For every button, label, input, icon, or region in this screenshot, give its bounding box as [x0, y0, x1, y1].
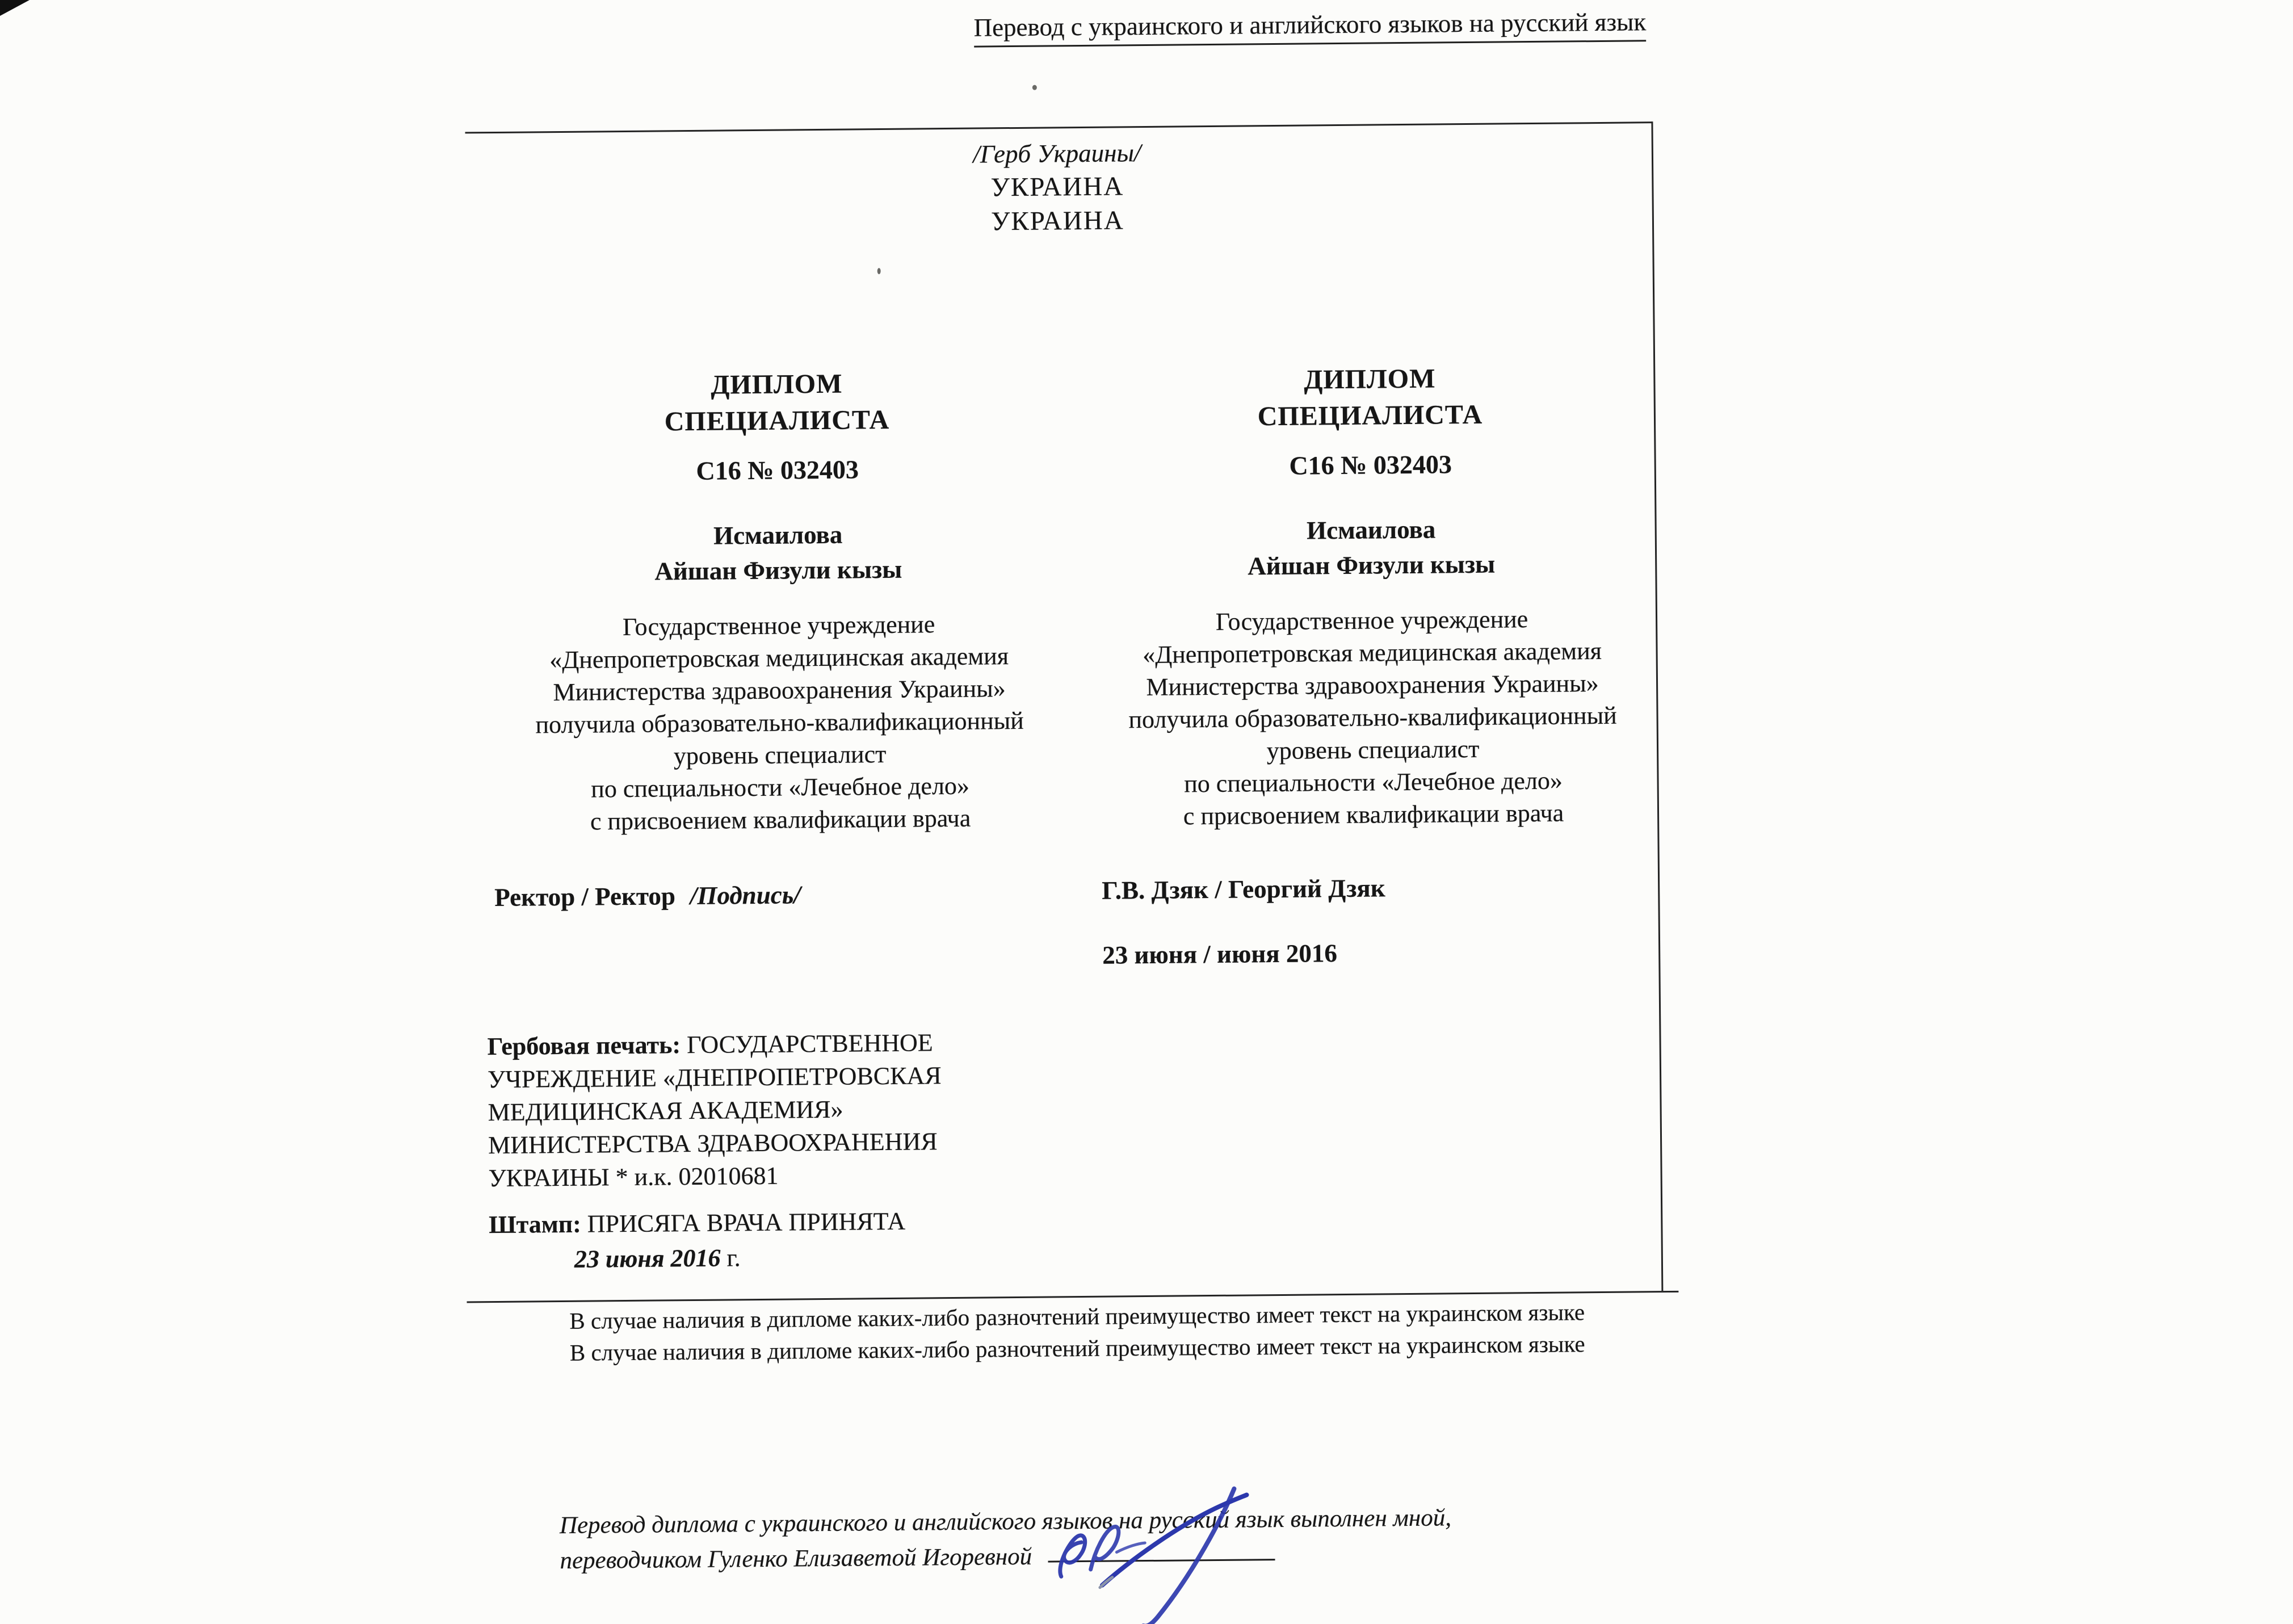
body-line: «Днепропетровская медицинская академия — [549, 642, 1009, 674]
disclaimer-line: В случае наличия в дипломе каких-либо разночтений преимущество имеет текст на украинском языке — [569, 1331, 1585, 1366]
body-line: Министерства здравоохранения Украины» — [1146, 669, 1599, 701]
scan-speck — [877, 268, 881, 274]
emblem-note: /Герб Украины/ — [973, 139, 1141, 169]
seal-line: МЕДИЦИНСКАЯ АКАДЕМИЯ» — [488, 1095, 843, 1127]
diploma-column-right — [1097, 359, 1647, 971]
diploma-title-line: ДИПЛОМ — [1304, 363, 1436, 395]
translator-line: переводчиком Гуленко Елизаветой Игоревной — [560, 1543, 1032, 1575]
diploma-number: С16 № 032403 — [696, 455, 859, 485]
diploma-title-line: ДИПЛОМ — [711, 368, 843, 400]
seal-line: УКРАИНЫ * и.к. 02010681 — [488, 1161, 779, 1193]
seal-label: Гербовая печать: — [487, 1031, 681, 1061]
stamp-label: Штамп: — [489, 1210, 581, 1239]
body-line: по специальности «Лечебное дело» — [1184, 766, 1563, 798]
diploma-column-left — [490, 364, 1068, 914]
body-line: Государственное учреждение — [622, 610, 935, 641]
disclaimer-line: В случае наличия в дипломе каких-либо разночтений преимущество имеет текст на украинском языке — [569, 1299, 1585, 1334]
page-header-text: Перевод с украинского и английского языков на русский язык — [973, 7, 1646, 47]
stamp-date-line — [574, 1243, 741, 1274]
seal-line-rest: ГОСУДАРСТВЕННОЕ — [680, 1029, 933, 1059]
diploma-body — [1099, 602, 1646, 833]
scan-speck — [1032, 85, 1037, 90]
body-line: «Днепропетровская медицинская академия — [1143, 636, 1602, 669]
signature-placeholder-note: /Подпись/ — [690, 880, 801, 910]
holder-given-names: Айшан Физули кызы — [654, 555, 902, 586]
body-line: получила образовательно-квалификационный — [1128, 701, 1617, 734]
translator-signature-ink — [1044, 1463, 1290, 1624]
diploma-title-line: СПЕЦИАЛИСТА — [664, 404, 890, 437]
rector-label: Ректор / Ректор — [494, 882, 676, 912]
body-line: с присвоением квалификации врача — [590, 804, 971, 836]
seal-line: УЧРЕЖДЕНИЕ «ДНЕПРОПЕТРОВСКАЯ — [487, 1061, 942, 1094]
emblem-block — [463, 132, 1652, 243]
rector-signature-line — [494, 876, 1068, 914]
stamp-date-suffix: г. — [720, 1244, 741, 1272]
seal-transcription — [487, 1025, 1158, 1195]
box-top-border — [465, 121, 1652, 133]
signatory-name: Г.В. Дзяк / Георгий Дзяк — [1101, 874, 1385, 905]
holder-given-names: Айшан Физули кызы — [1248, 549, 1496, 581]
seal-line — [487, 1025, 1157, 1063]
holder-name — [491, 515, 1065, 590]
body-line: получила образовательно-квалификационный — [535, 706, 1024, 739]
stamp-transcription — [489, 1207, 905, 1239]
body-line: по специальности «Лечебное дело» — [591, 771, 970, 803]
seal-line: МИНИСТЕРСТВА ЗДРАВООХРАНЕНИЯ — [488, 1127, 938, 1160]
holder-surname: Исмаилова — [713, 520, 843, 550]
diploma-body — [492, 607, 1067, 838]
body-line: Государственное учреждение — [1215, 605, 1528, 636]
body-line: уровень специалист — [673, 740, 887, 770]
diploma-title-line: СПЕЦИАЛИСТА — [1257, 399, 1483, 432]
issue-date: 23 июня / июня 2016 — [1102, 939, 1338, 970]
box-right-border — [1651, 121, 1663, 1291]
country-line: УКРАИНА — [990, 171, 1124, 203]
page-header — [930, 6, 1690, 44]
holder-name — [1098, 510, 1644, 585]
country-line: УКРАИНА — [990, 205, 1124, 237]
body-line: с присвоением квалификации врача — [1183, 799, 1564, 830]
translator-line: Перевод диплома с украинского и английского языков на русский язык выполнен мной, — [559, 1504, 1452, 1539]
holder-surname: Исмаилова — [1306, 515, 1436, 545]
stamp-date: 23 июня 2016 — [574, 1244, 721, 1273]
body-line: Министерства здравоохранения Украины» — [553, 674, 1006, 707]
translator-certification — [560, 1500, 1452, 1579]
body-line: уровень специалист — [1266, 735, 1480, 765]
diploma-number: С16 № 032403 — [1289, 450, 1452, 480]
stamp-text: ПРИСЯГА ВРАЧА ПРИНЯТА — [581, 1207, 906, 1238]
